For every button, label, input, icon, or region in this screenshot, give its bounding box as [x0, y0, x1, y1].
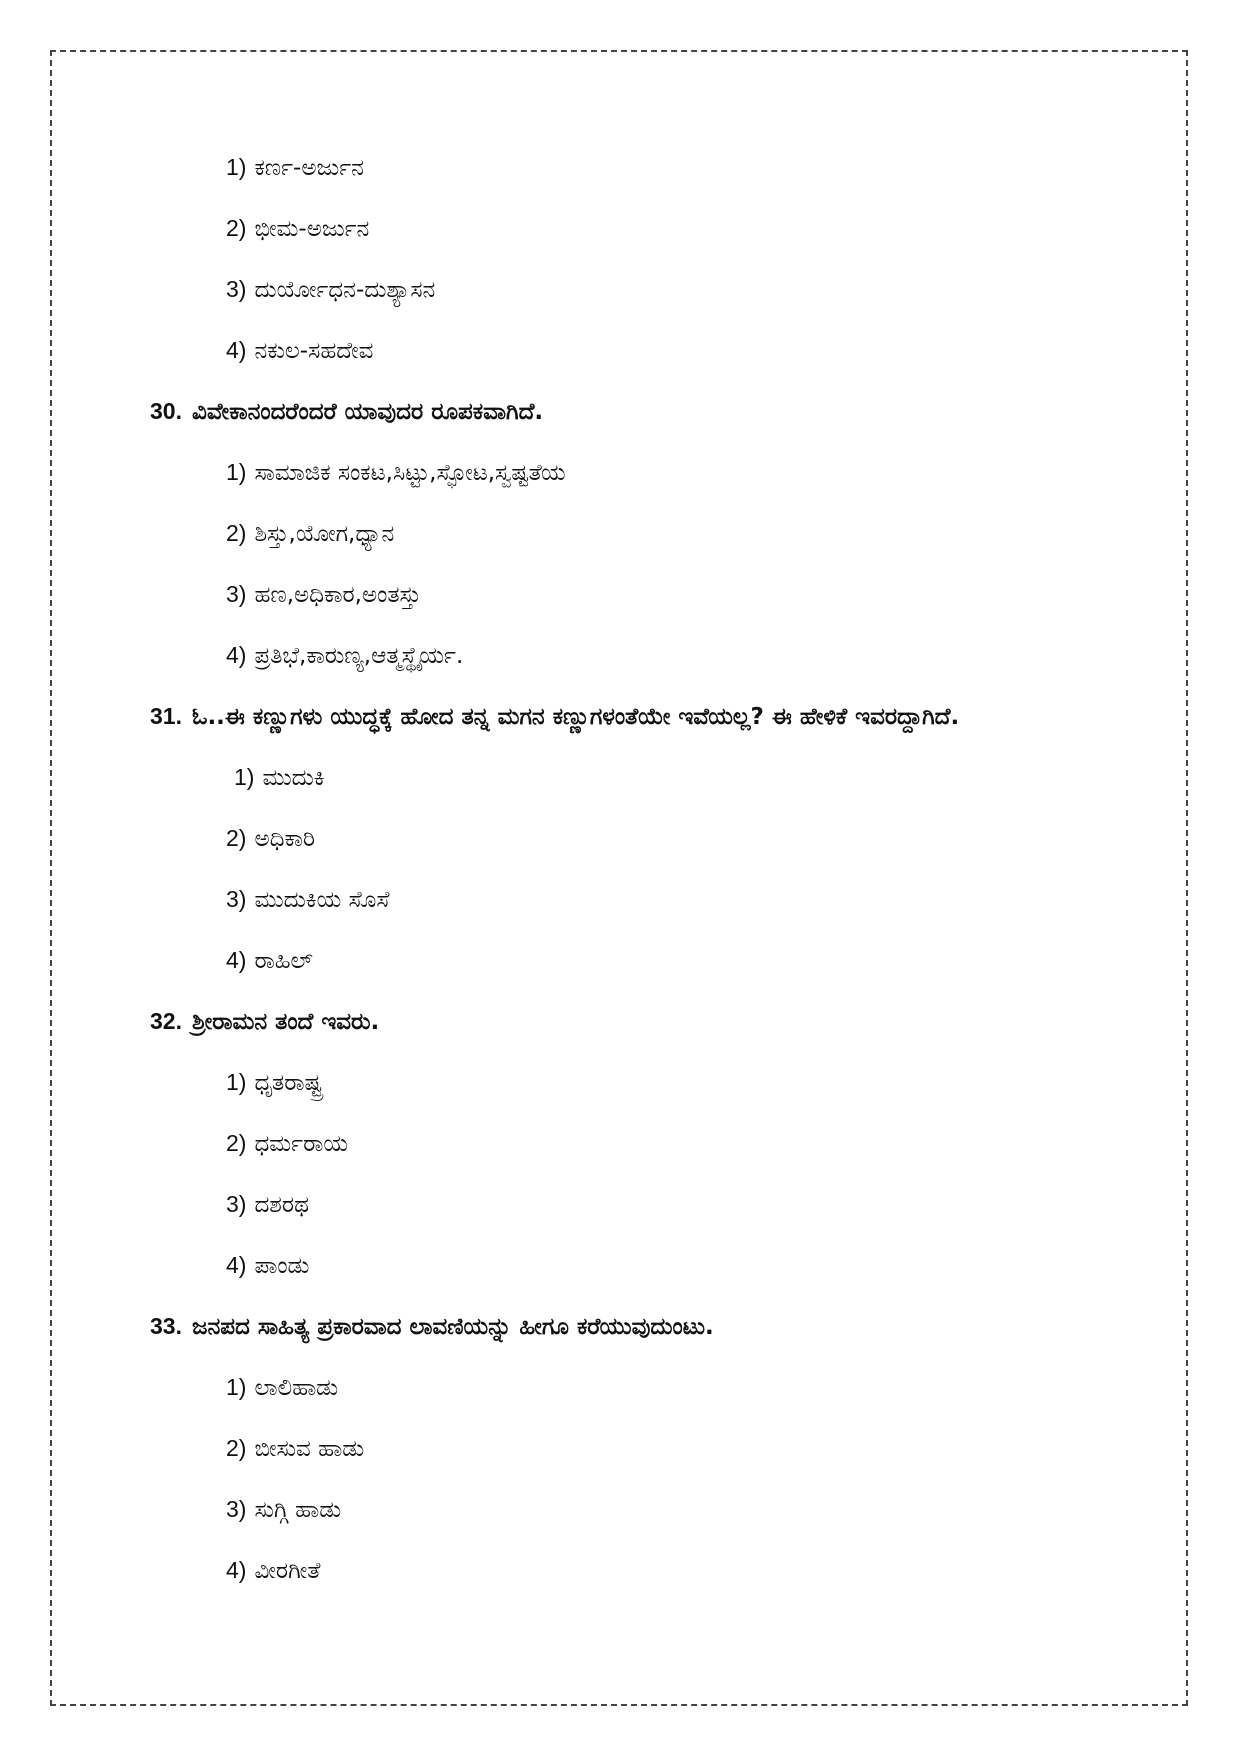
- option-text: ವೀರಗೀತೆ: [254, 1558, 321, 1584]
- option-number: 4): [226, 642, 247, 668]
- option-text: ಪ್ರತಿಭೆ,ಕಾರುಣ್ಯ,ಆತ್ಮಸ್ಥೈರ್ಯ.: [254, 643, 464, 669]
- option-33-1: [226, 1372, 338, 1402]
- option-text: ಪಾಂಡು: [254, 1253, 310, 1279]
- option-29-4: [226, 335, 373, 365]
- option-text: ಅಧಿಕಾರಿ: [254, 826, 316, 852]
- option-number: 1): [234, 764, 255, 790]
- option-text: ಬೀಸುವ ಹಾಡು: [254, 1436, 365, 1462]
- option-text: ಸುಗ್ಗಿ ಹಾಡು: [254, 1497, 342, 1523]
- option-number: 3): [226, 886, 247, 912]
- option-text: ಮುದುಕಿ: [262, 765, 325, 791]
- option-33-2: [226, 1433, 364, 1463]
- question-30: [150, 396, 543, 426]
- option-number: 1): [226, 1069, 247, 1095]
- option-text: ಧೃತರಾಷ್ಟ್ರ: [254, 1070, 323, 1096]
- option-text: ಮುದುಕಿಯ ಸೊಸೆ: [254, 887, 390, 913]
- option-32-3: [226, 1189, 309, 1219]
- option-30-1: [226, 457, 566, 487]
- option-number: 4): [226, 1252, 247, 1278]
- question-text: ಶ್ರೀರಾಮನ ತಂದೆ ಇವರು.: [191, 1009, 380, 1035]
- option-number: 4): [226, 947, 247, 973]
- option-text: ನಕುಲ-ಸಹದೇವ: [254, 338, 374, 364]
- option-text: ದುರ್ಯೋಧನ-ದುಶ್ಯಾಸನ: [254, 277, 436, 303]
- option-30-4: [226, 640, 463, 670]
- option-31-4: [226, 945, 313, 975]
- option-number: 1): [226, 459, 247, 485]
- option-text: ಸಾಮಾಜಿಕ ಸಂಕಟ,ಸಿಟ್ಟು,ಸ್ಫೋಟ,ಸ್ವಷ್ಟತೆಯ: [254, 460, 566, 486]
- option-text: ಕರ್ಣ-ಅರ್ಜುನ: [254, 155, 364, 181]
- option-number: 2): [226, 520, 247, 546]
- question-number: 31.: [150, 703, 182, 729]
- option-number: 1): [226, 154, 247, 180]
- option-32-4: [226, 1250, 309, 1280]
- option-30-2: [226, 518, 394, 548]
- option-text: ರಾಹಿಲ್: [254, 948, 313, 974]
- question-32: [150, 1006, 379, 1036]
- option-number: 2): [226, 215, 247, 241]
- question-33: [150, 1311, 714, 1341]
- option-32-1: [226, 1067, 322, 1097]
- option-number: 3): [226, 276, 247, 302]
- option-text: ಭೀಮ-ಅರ್ಜುನ: [254, 216, 370, 242]
- option-text: ದಶರಥ: [254, 1192, 309, 1218]
- option-number: 3): [226, 581, 247, 607]
- option-33-4: [226, 1555, 320, 1585]
- option-number: 4): [226, 1557, 247, 1583]
- option-text: ಧರ್ಮರಾಯ: [254, 1131, 349, 1157]
- option-text: ಲಾಲಿಹಾಡು: [254, 1375, 339, 1401]
- option-31-3: [226, 884, 389, 914]
- question-text: ಜನಪದ ಸಾಹಿತ್ಯ ಪ್ರಕಾರವಾದ ಲಾವಣಿಯನ್ನು ಹೀಗೂ ಕರೆಯುವುದುಂಟು.: [191, 1314, 714, 1340]
- option-32-2: [226, 1128, 348, 1158]
- option-29-3: [226, 274, 435, 304]
- option-text: ಶಿಸ್ತು,ಯೋಗ,ಧ್ಯಾನ: [254, 521, 395, 547]
- option-number: 4): [226, 337, 247, 363]
- option-33-3: [226, 1494, 341, 1524]
- question-number: 33.: [150, 1313, 182, 1339]
- option-31-2: [226, 823, 315, 853]
- question-text: ವಿವೇಕಾನಂದರೆಂದರೆ ಯಾವುದರ ರೂಪಕವಾಗಿದೆ.: [191, 399, 544, 425]
- option-31-1: [234, 762, 325, 792]
- question-31: [150, 701, 959, 731]
- question-number: 30.: [150, 398, 182, 424]
- option-29-1: [226, 152, 364, 182]
- option-30-3: [226, 579, 421, 609]
- question-text: ಓ..ಈ ಕಣ್ಣುಗಳು ಯುದ್ಧಕ್ಕೆ ಹೋದ ತನ್ನ ಮಗನ ಕಣ್ಣುಗಳಂತೆಯೇ ಇವೆಯಲ್ಲ? ಈ ಹೇಳಿಕೆ ಇವರದ್ದಾಗಿದೆ.: [191, 704, 960, 730]
- option-number: 3): [226, 1191, 247, 1217]
- question-number: 32.: [150, 1008, 182, 1034]
- option-number: 2): [226, 825, 247, 851]
- option-29-2: [226, 213, 369, 243]
- option-number: 1): [226, 1374, 247, 1400]
- option-text: ಹಣ,ಅಧಿಕಾರ,ಅಂತಸ್ತು: [254, 582, 421, 608]
- option-number: 3): [226, 1496, 247, 1522]
- option-number: 2): [226, 1435, 247, 1461]
- option-number: 2): [226, 1130, 247, 1156]
